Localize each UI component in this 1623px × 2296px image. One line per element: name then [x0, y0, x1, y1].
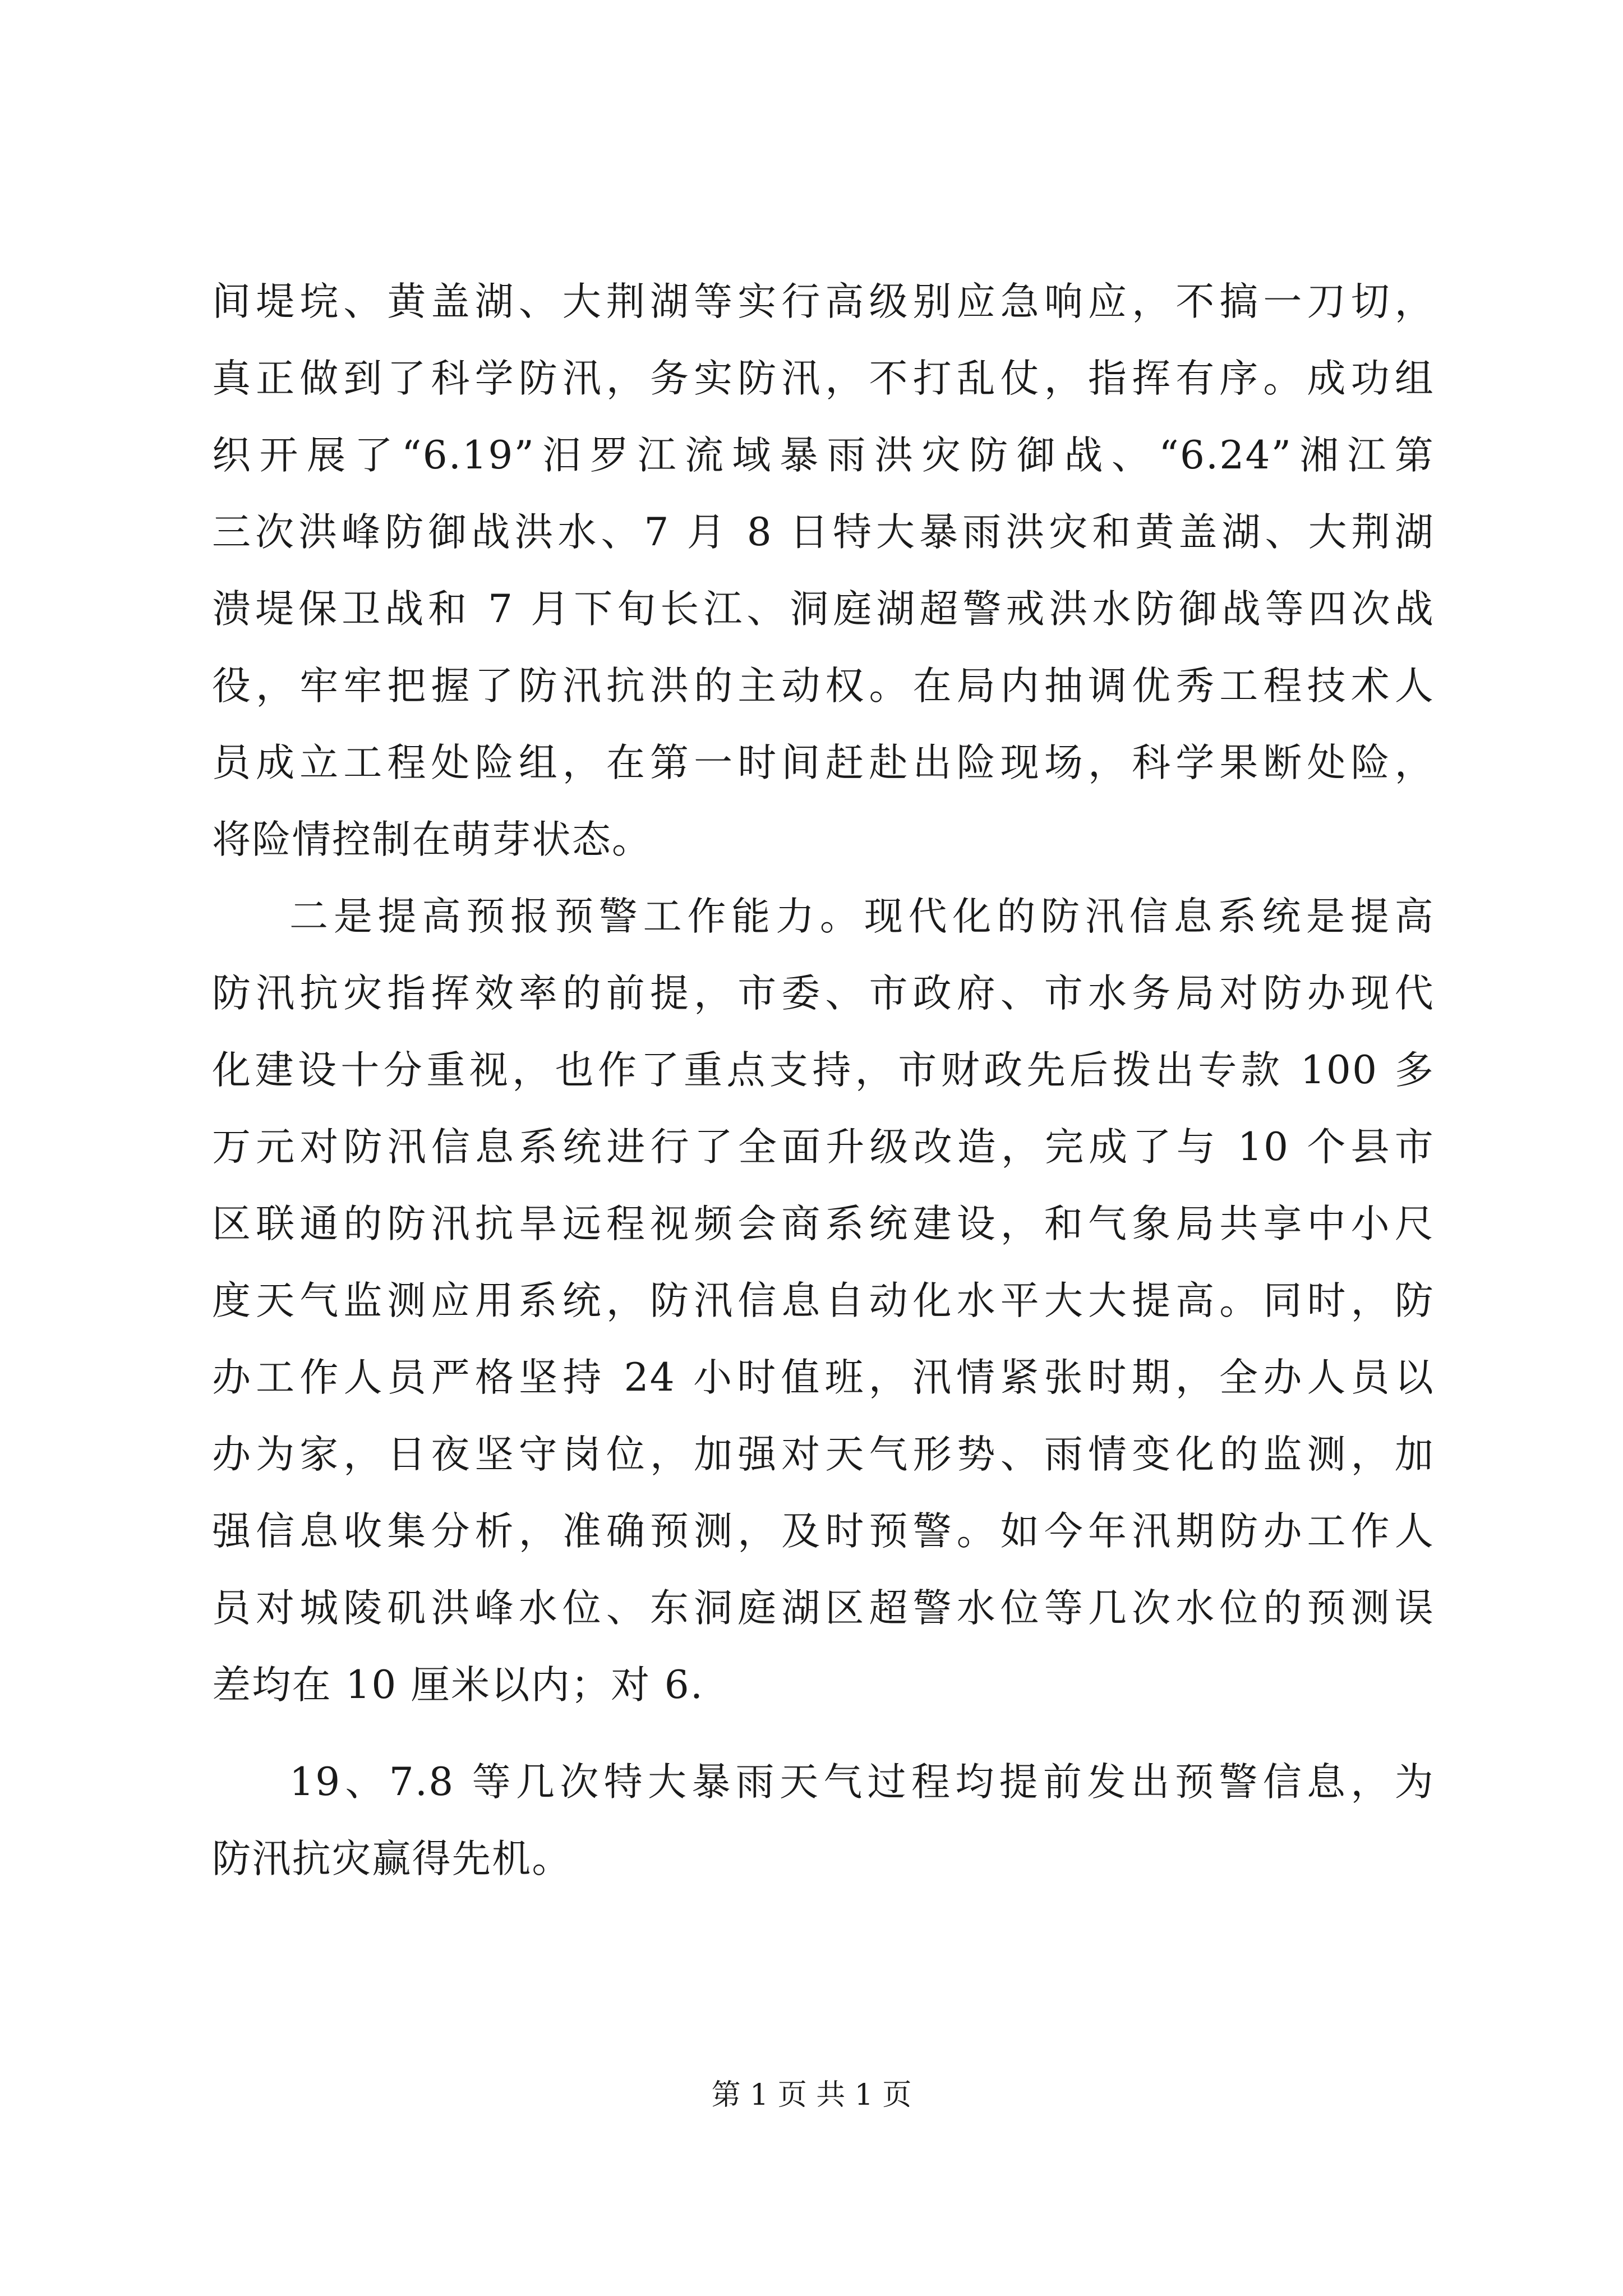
text-line: 差均在 10 厘米以内；对 6.	[212, 1663, 704, 1708]
text-line: 强信息收集分析，准确预测，及时预警。如今年汛期防办工作人	[212, 1509, 1435, 1554]
text-line: 二是提高预报预警工作能力。现代化的防汛信息系统是提高	[289, 894, 1435, 939]
document-body	[212, 264, 1435, 1898]
text-line: 役，牢牢把握了防汛抗洪的主动权。在局内抽调优秀工程技术人	[212, 664, 1435, 708]
text-line: 防汛抗灾指挥效率的前提，市委、市政府、市水务局对防办现代	[212, 971, 1435, 1016]
text-line: 区联通的防汛抗旱远程视频会商系统建设，和气象局共享中小尺	[212, 1202, 1435, 1246]
text-line: 三次洪峰防御战洪水、7 月 8 日特大暴雨洪灾和黄盖湖、大荆湖	[212, 510, 1435, 555]
text-line: 化建设十分重视，也作了重点支持，市财政先后拨出专款 100 多	[212, 1048, 1435, 1093]
text-line: 度天气监测应用系统，防汛信息自动化水平大大提高。同时，防	[212, 1278, 1435, 1323]
text-line: 真正做到了科学防汛，务实防汛，不打乱仗，指挥有序。成功组	[212, 356, 1435, 401]
paragraph-2	[212, 878, 1435, 1724]
text-line: 防汛抗灾赢得先机。	[212, 1837, 572, 1881]
text-line: 员成立工程处险组，在第一时间赶赴出险现场，科学果断处险，	[212, 740, 1435, 785]
text-line: 办为家，日夜坚守岗位，加强对天气形势、雨情变化的监测，加	[212, 1432, 1435, 1477]
paragraph-gap	[212, 1724, 1435, 1744]
text-line: 19、7.8 等几次特大暴雨天气过程均提前发出预警信息，为	[289, 1760, 1435, 1805]
text-line: 万元对防汛信息系统进行了全面升级改造，完成了与 10 个县市	[212, 1125, 1435, 1170]
text-line: 织开展了“6.19”汨罗江流域暴雨洪灾防御战、“6.24”湘江第	[212, 433, 1435, 478]
text-line: 员对城陵矶洪峰水位、东洞庭湖区超警水位等几次水位的预测误	[212, 1586, 1435, 1631]
paragraph-3	[212, 1744, 1435, 1898]
text-line: 间堤垸、黄盖湖、大荆湖等实行高级别应急响应，不搞一刀切，	[212, 279, 1435, 324]
page-footer: 第 1 页 共 1 页	[711, 2078, 912, 2112]
text-line: 将险情控制在萌芽状态。	[212, 817, 652, 862]
paragraph-1	[212, 264, 1435, 878]
text-line: 办工作人员严格坚持 24 小时值班，汛情紧张时期，全办人员以	[212, 1355, 1435, 1400]
text-line: 溃堤保卫战和 7 月下旬长江、洞庭湖超警戒洪水防御战等四次战	[212, 587, 1435, 632]
